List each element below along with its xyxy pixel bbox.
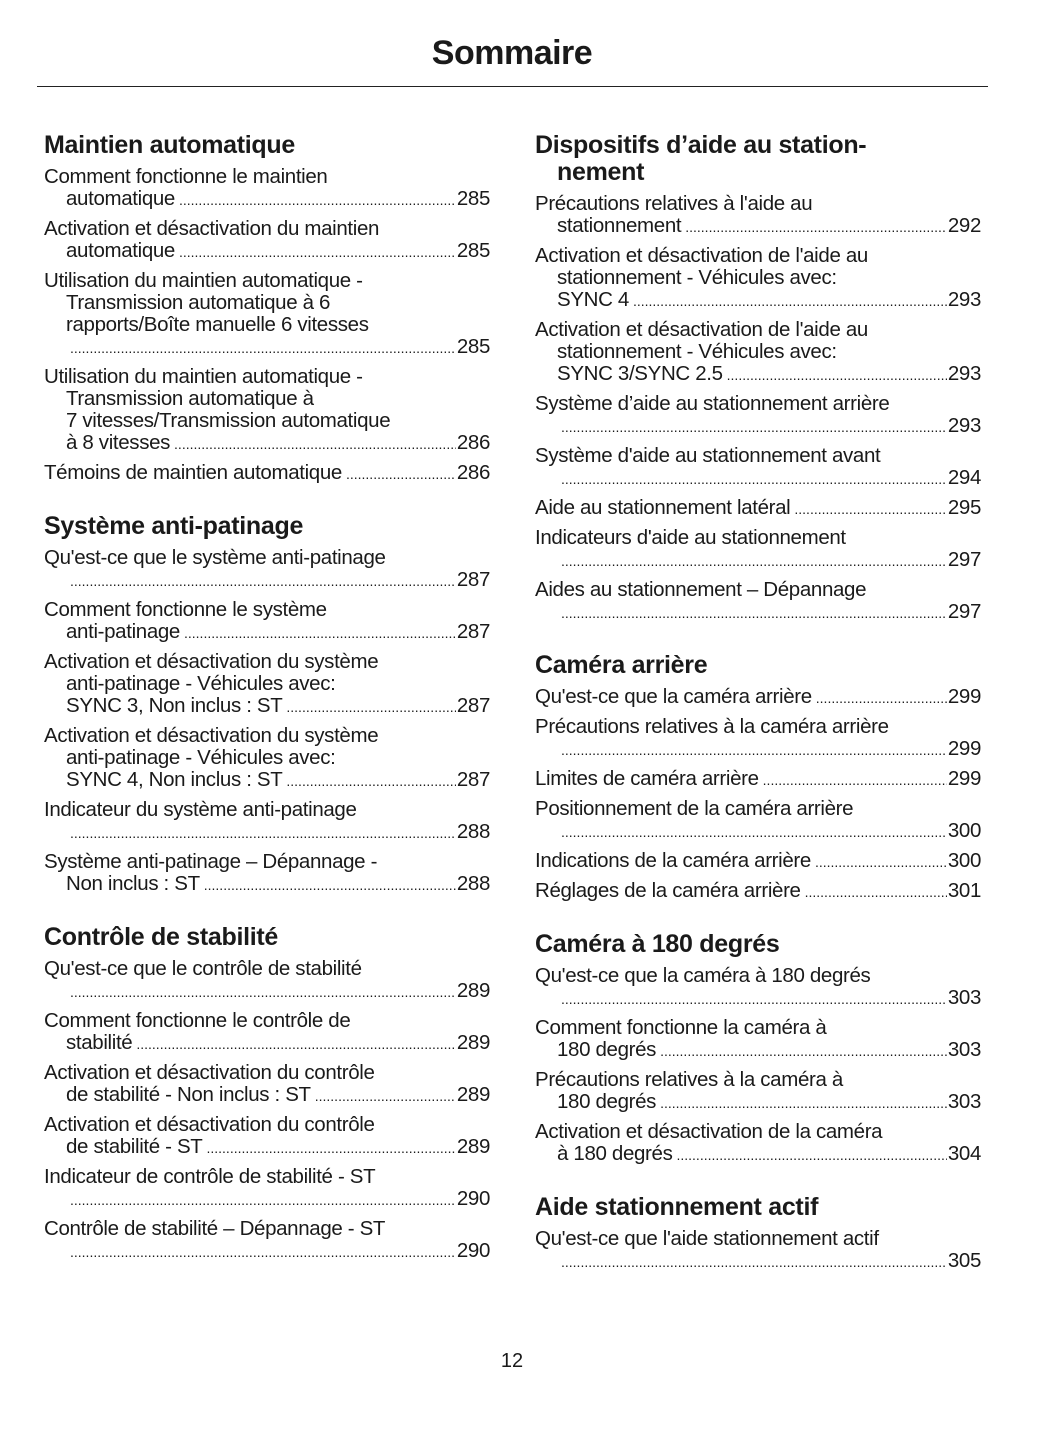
dot-leader [286, 770, 455, 792]
entry-page-number[interactable]: 304 [947, 1142, 981, 1165]
dot-leader [660, 1040, 947, 1062]
dot-leader [816, 687, 947, 709]
toc-entry[interactable] [44, 1010, 490, 1055]
dot-leader [70, 822, 456, 844]
entry-last-line [535, 880, 981, 903]
dot-leader [206, 1137, 455, 1159]
entry-page-number[interactable]: 300 [947, 849, 981, 872]
toc-entry[interactable] [44, 651, 490, 718]
entry-page-number[interactable]: 289 [456, 1135, 490, 1158]
section-heading-text: Contrôle de stabilité [44, 923, 279, 951]
page-number: 12 [500, 1350, 524, 1372]
entry-page-number[interactable]: 292 [947, 214, 981, 237]
section-heading [44, 132, 490, 159]
entry-page-number[interactable]: 290 [456, 1239, 490, 1262]
entry-page-number[interactable]: 289 [456, 1031, 490, 1054]
toc-entry[interactable] [44, 1114, 490, 1159]
entry-last-line [535, 415, 981, 438]
entry-text: 180 degrés [557, 1038, 657, 1061]
entry-last-line [44, 821, 490, 844]
dot-leader [346, 463, 456, 485]
dot-leader [179, 241, 456, 263]
entry-text: Précautions relatives à l'aide au [535, 192, 813, 215]
entry-last-line [535, 1039, 981, 1062]
entry-page-number[interactable]: 297 [947, 548, 981, 571]
section-heading-text: Maintien automatique [44, 131, 295, 159]
entry-page-number[interactable]: 305 [947, 1249, 981, 1272]
entry-last-line [44, 188, 490, 211]
entry-text: Indicateur de contrôle de stabilité - ST [44, 1165, 376, 1188]
entry-last-line [44, 240, 490, 263]
toc-entry[interactable] [535, 319, 981, 386]
entry-last-line [535, 987, 981, 1010]
section-heading [535, 931, 981, 958]
section-heading-text: Aide stationnement actif [535, 1193, 819, 1221]
toc-entry[interactable] [44, 270, 490, 359]
section-heading-text: Système anti-patinage [44, 512, 304, 540]
toc-section [535, 132, 981, 624]
entry-last-line [44, 980, 490, 1003]
section-heading-text: Caméra arrière [535, 651, 708, 679]
toc-section [44, 513, 490, 896]
toc-entry[interactable] [44, 1062, 490, 1107]
entry-page-number[interactable]: 288 [456, 872, 490, 895]
entry-last-line [44, 1188, 490, 1211]
toc-column-right [535, 132, 981, 1273]
entry-text: stationnement - Véhicules avec: [557, 266, 837, 289]
dot-leader [179, 189, 456, 211]
entry-text: anti-patinage [66, 620, 180, 643]
entry-last-line [535, 850, 981, 873]
toc-entry[interactable] [44, 725, 490, 792]
dot-leader [70, 337, 456, 359]
dot-leader [184, 622, 456, 644]
entry-text: Comment fonctionne le système [44, 598, 327, 621]
entry-text: Activation et désactivation du maintien [44, 217, 380, 240]
toc-entry[interactable] [535, 497, 981, 520]
entry-text: stationnement - Véhicules avec: [557, 340, 837, 363]
toc-entry[interactable] [535, 1121, 981, 1166]
entry-text: de stabilité - ST [66, 1135, 203, 1158]
dot-leader [815, 851, 947, 873]
dot-leader [70, 570, 456, 592]
toc-column-left [44, 132, 490, 1263]
dot-leader [561, 550, 947, 572]
entry-text: Transmission automatique à [66, 387, 314, 410]
entry-text: Qu'est-ce que la caméra à 180 degrés [535, 964, 871, 987]
dot-leader [727, 364, 947, 386]
toc-section [535, 931, 981, 1166]
entry-text: Indicateurs d'aide au stationnement [535, 526, 846, 549]
entry-last-line [535, 363, 981, 386]
toc-entry[interactable] [535, 1069, 981, 1114]
dot-leader [561, 1251, 947, 1273]
entry-text: à 8 vitesses [66, 431, 171, 454]
entry-page-number[interactable]: 295 [947, 496, 981, 519]
section-heading [535, 1194, 981, 1221]
entry-text: Contrôle de stabilité – Dépannage - ST [44, 1217, 386, 1240]
entry-text: à 180 degrés [557, 1142, 673, 1165]
toc-entry[interactable] [44, 462, 490, 485]
entry-page-number[interactable]: 300 [947, 819, 981, 842]
dot-leader [561, 602, 947, 624]
toc-entry[interactable] [535, 1228, 981, 1273]
entry-page-number[interactable]: 287 [456, 620, 490, 643]
dot-leader [561, 821, 947, 843]
entry-text: Précautions relatives à la caméra arrière [535, 715, 889, 738]
dot-leader [561, 739, 947, 761]
entry-text: 180 degrés [557, 1090, 657, 1113]
entry-page-number[interactable]: 303 [947, 1090, 981, 1113]
entry-text: Positionnement de la caméra arrière [535, 797, 854, 820]
dot-leader [805, 881, 947, 903]
section-heading [535, 652, 981, 679]
entry-page-number[interactable]: 285 [456, 187, 490, 210]
dot-leader [633, 290, 947, 312]
entry-last-line [535, 289, 981, 312]
entry-last-line [44, 462, 490, 485]
entry-text: Réglages de la caméra arrière [535, 879, 801, 902]
entry-last-line [44, 1032, 490, 1055]
entry-text: Comment fonctionne la caméra à [535, 1016, 827, 1039]
entry-text: Activation et désactivation du système [44, 650, 379, 673]
entry-page-number[interactable]: 299 [947, 685, 981, 708]
dot-leader [204, 874, 456, 896]
entry-text: Activation et désactivation du système [44, 724, 379, 747]
dot-leader [660, 1092, 947, 1114]
entry-page-number[interactable]: 297 [947, 600, 981, 623]
entry-page-number[interactable]: 285 [456, 239, 490, 262]
toc-entry[interactable] [535, 193, 981, 238]
entry-text: SYNC 3/SYNC 2.5 [557, 362, 723, 385]
entry-text: Non inclus : ST [66, 872, 200, 895]
entry-last-line [535, 768, 981, 791]
toc-entry[interactable] [535, 245, 981, 312]
entry-page-number[interactable]: 303 [947, 986, 981, 1009]
toc-entry[interactable] [535, 768, 981, 791]
toc-entry[interactable] [44, 851, 490, 896]
entry-text: SYNC 4, Non inclus : ST [66, 768, 283, 791]
entry-page-number[interactable]: 286 [456, 461, 490, 484]
entry-last-line [535, 738, 981, 761]
dot-leader [561, 468, 947, 490]
toc-entry[interactable] [535, 716, 981, 761]
entry-text: Comment fonctionne le maintien [44, 165, 328, 188]
entry-last-line [44, 432, 490, 455]
dot-leader [676, 1144, 946, 1166]
dot-leader [763, 769, 947, 791]
dot-leader [70, 1241, 456, 1263]
section-heading [44, 513, 490, 540]
entry-page-number[interactable]: 299 [947, 737, 981, 760]
entry-text: Système anti-patinage – Dépannage - [44, 850, 378, 873]
section-heading-text: Dispositifs d’aide au station- [535, 131, 867, 159]
entry-page-number[interactable]: 287 [456, 768, 490, 791]
entry-last-line [535, 549, 981, 572]
entry-last-line [44, 569, 490, 592]
entry-last-line [535, 215, 981, 238]
entry-text: automatique [66, 239, 175, 262]
toc-entry[interactable] [535, 1017, 981, 1062]
entry-page-number[interactable]: 301 [947, 879, 981, 902]
dot-leader [561, 416, 947, 438]
entry-text: 7 vitesses/Transmission automatique [66, 409, 391, 432]
entry-text: automatique [66, 187, 175, 210]
entry-text: anti-patinage - Véhicules avec: [66, 746, 336, 769]
dot-leader [174, 433, 456, 455]
entry-page-number[interactable]: 303 [947, 1038, 981, 1061]
section-heading [535, 132, 981, 186]
entry-page-number[interactable]: 286 [456, 431, 490, 454]
entry-page-number[interactable]: 299 [947, 767, 981, 790]
toc-section [44, 924, 490, 1263]
entry-text: anti-patinage - Véhicules avec: [66, 672, 336, 695]
entry-text: Indications de la caméra arrière [535, 849, 811, 872]
entry-last-line [44, 621, 490, 644]
toc-entry[interactable] [44, 599, 490, 644]
entry-text: Aides au stationnement – Dépannage [535, 578, 867, 601]
dot-leader [794, 498, 946, 520]
dot-leader [70, 1189, 456, 1211]
entry-text: Système d’aide au stationnement arrière [535, 392, 890, 415]
toc-entry[interactable] [535, 686, 981, 709]
entry-text: stationnement [557, 214, 682, 237]
entry-text: Témoins de maintien automatique [44, 461, 342, 484]
entry-text: Indicateur du système anti-patinage [44, 798, 357, 821]
entry-page-number[interactable]: 293 [947, 362, 981, 385]
toc-entry[interactable] [535, 965, 981, 1010]
entry-page-number[interactable]: 293 [947, 414, 981, 437]
dot-leader [685, 216, 947, 238]
entry-last-line [44, 1240, 490, 1263]
entry-page-number[interactable]: 293 [947, 288, 981, 311]
entry-page-number[interactable]: 290 [456, 1187, 490, 1210]
entry-text: Qu'est-ce que le système anti-patinage [44, 546, 386, 569]
entry-last-line [44, 873, 490, 896]
entry-text: Activation et désactivation du contrôle [44, 1061, 375, 1084]
toc-entry[interactable] [535, 393, 981, 438]
entry-text: SYNC 3, Non inclus : ST [66, 694, 283, 717]
entry-text: Qu'est-ce que la caméra arrière [535, 685, 812, 708]
entry-text: Utilisation du maintien automatique - [44, 269, 363, 292]
entry-text: de stabilité - Non inclus : ST [66, 1083, 311, 1106]
dot-leader [315, 1085, 456, 1107]
entry-text: Qu'est-ce que l'aide stationnement actif [535, 1227, 879, 1250]
entry-text: Activation et désactivation de l'aide au [535, 318, 868, 341]
entry-last-line [535, 1143, 981, 1166]
entry-last-line [535, 601, 981, 624]
section-heading [44, 924, 490, 951]
entry-text: Activation et désactivation du contrôle [44, 1113, 375, 1136]
entry-text: Activation et désactivation de la caméra [535, 1120, 883, 1143]
toc-entry[interactable] [44, 166, 490, 211]
toc-entry[interactable] [535, 880, 981, 903]
entry-last-line [535, 1091, 981, 1114]
entry-page-number[interactable]: 289 [456, 979, 490, 1002]
entry-last-line [44, 1136, 490, 1159]
entry-text: stabilité [66, 1031, 133, 1054]
toc-entry[interactable] [535, 527, 981, 572]
entry-text: Précautions relatives à la caméra à [535, 1068, 843, 1091]
entry-page-number[interactable]: 294 [947, 466, 981, 489]
entry-page-number[interactable]: 289 [456, 1083, 490, 1106]
section-heading-text: nement [557, 158, 645, 186]
entry-last-line [535, 1250, 981, 1273]
toc-entry[interactable] [44, 218, 490, 263]
entry-last-line [44, 769, 490, 792]
toc-entry[interactable] [535, 579, 981, 624]
title-divider [37, 86, 988, 87]
entry-text: Aide au stationnement latéral [535, 496, 791, 519]
toc-entry[interactable] [44, 958, 490, 1003]
entry-text: Activation et désactivation de l'aide au [535, 244, 868, 267]
section-heading-text: Caméra à 180 degrés [535, 930, 780, 958]
toc-entry[interactable] [535, 445, 981, 490]
entry-last-line [44, 695, 490, 718]
toc-entry[interactable] [535, 798, 981, 843]
entry-page-number[interactable]: 287 [456, 568, 490, 591]
entry-page-number[interactable]: 287 [456, 694, 490, 717]
entry-last-line [535, 686, 981, 709]
toc-entry[interactable] [535, 850, 981, 873]
toc-section [535, 1194, 981, 1273]
entry-page-number[interactable]: 285 [456, 335, 490, 358]
entry-last-line [535, 820, 981, 843]
entry-text: Transmission automatique à 6 [66, 291, 331, 314]
toc-entry[interactable] [44, 1166, 490, 1211]
toc-section [44, 132, 490, 485]
toc-entry[interactable] [44, 799, 490, 844]
entry-text: Système d'aide au stationnement avant [535, 444, 881, 467]
page-title: Sommaire [431, 34, 593, 72]
toc-entry[interactable] [44, 1218, 490, 1263]
entry-last-line [535, 497, 981, 520]
dot-leader [136, 1033, 455, 1055]
entry-last-line [44, 1084, 490, 1107]
entry-text: Comment fonctionne le contrôle de [44, 1009, 351, 1032]
dot-leader [70, 981, 456, 1003]
entry-last-line [535, 467, 981, 490]
entry-page-number[interactable]: 288 [456, 820, 490, 843]
entry-text: rapports/Boîte manuelle 6 vitesses [66, 313, 369, 336]
entry-text: Utilisation du maintien automatique - [44, 365, 363, 388]
entry-text: Qu'est-ce que le contrôle de stabilité [44, 957, 362, 980]
toc-entry[interactable] [44, 366, 490, 455]
entry-last-line [44, 336, 490, 359]
toc-entry[interactable] [44, 547, 490, 592]
dot-leader [286, 696, 455, 718]
entry-text: SYNC 4 [557, 288, 629, 311]
entry-text: Limites de caméra arrière [535, 767, 759, 790]
toc-section [535, 652, 981, 903]
dot-leader [561, 988, 947, 1010]
